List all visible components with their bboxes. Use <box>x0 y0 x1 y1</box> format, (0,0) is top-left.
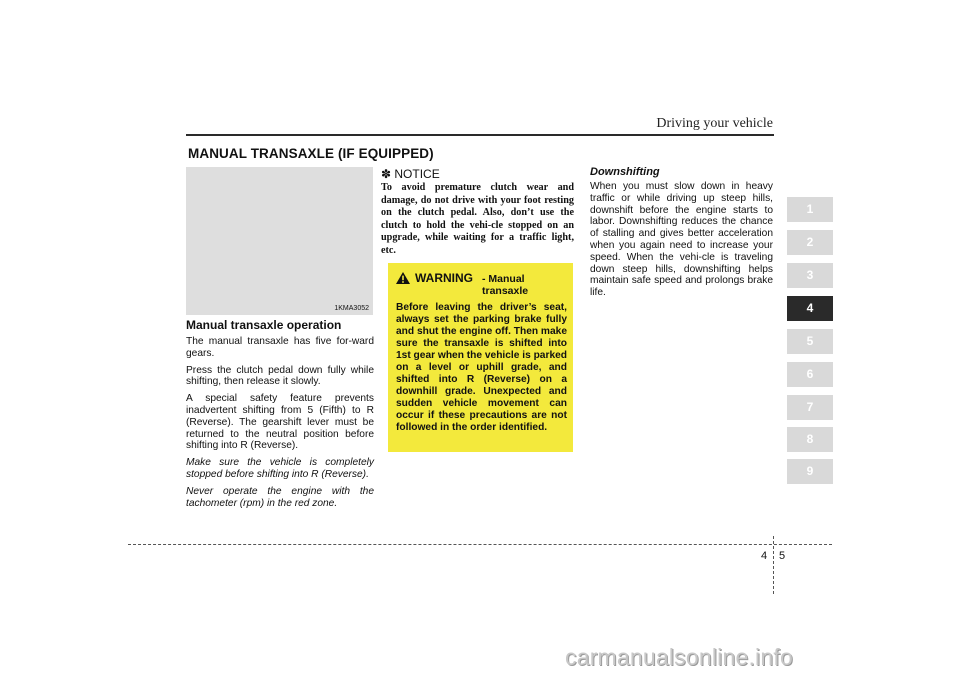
chapter-tab-7[interactable]: 7 <box>787 395 833 420</box>
paragraph: The manual transaxle has five for-ward gears. <box>186 336 374 359</box>
paragraph: A special safety feature prevents inadvertent shifting from 5 (Fifth) to R (Reverse). The gearshift lever must be returned to the neutral position before shifting into R (Reverse). <box>186 393 374 452</box>
header-title: Driving your vehicle <box>656 116 773 131</box>
warning-box <box>388 263 573 452</box>
caution-paragraph: Never operate the engine with the tachometer (rpm) in the red zone. <box>186 485 374 509</box>
caution-paragraph: Make sure the vehicle is completely stopped before shifting into R (Reverse). <box>186 457 374 480</box>
paragraph: Press the clutch pedal down fully while shifting, then release it slowly. <box>186 364 374 388</box>
warning-body: Before leaving the driver’s seat, always set the parking brake fully and shut the engine off. Then make sure the transaxle is shifted into 1st gear when the vehicle is parked on a level or uphill grade, and shifted into R (Reverse) on a downhill grade. Unexpected and sudden vehicle movement can occur if these precautions are not followed in the order identified. <box>396 302 567 433</box>
section-title: MANUAL TRANSAXLE (IF EQUIPPED) <box>188 146 434 161</box>
header-rule <box>186 134 774 136</box>
chapter-tab-3[interactable]: 3 <box>787 263 833 288</box>
figure-image <box>186 167 373 315</box>
downshifting-heading: Downshifting <box>590 166 660 178</box>
warning-subtitle: - Manual transaxle <box>482 273 529 297</box>
page-number: 5 <box>779 550 786 562</box>
warning-title: WARNING <box>415 271 473 285</box>
notice-body: To avoid premature clutch wear and damage, do not drive with your foot resting on the clutch pedal. Also, don’t use the clutch to hold the vehi-cle stopped on an upgrade, while waiting for a traffic light, etc. <box>381 182 574 256</box>
notice-heading: ✽ NOTICE <box>381 167 440 181</box>
footer-rule <box>128 544 832 545</box>
page-chapter-number: 4 <box>761 550 768 562</box>
manual-transaxle-operation-heading: Manual transaxle operation <box>186 318 342 332</box>
watermark[interactable]: carmanualsonline.info <box>565 644 793 670</box>
chapter-tab-6[interactable]: 6 <box>787 362 833 387</box>
warning-triangle-icon <box>396 272 410 284</box>
chapter-tab-1[interactable]: 1 <box>787 197 833 222</box>
chapter-tab-5[interactable]: 5 <box>787 329 833 354</box>
chapter-tab-8[interactable]: 8 <box>787 427 833 452</box>
downshifting-body: When you must slow down in heavy traffic or while driving up steep hills, downshift before the engine starts to labor. Downshifting reduces the chance of stalling and gives better acceleration when you again need to increase your speed. When the vehi-cle is traveling down steep hills, downshifting helps maintain safe speed and prolongs brake life. <box>590 181 773 299</box>
manual-transaxle-operation-body <box>186 336 374 514</box>
footer-divider <box>773 536 774 594</box>
chapter-tab-4[interactable]: 4 <box>787 296 833 321</box>
figure-image-id: 1KMA3052 <box>334 305 369 312</box>
chapter-tab-9[interactable]: 9 <box>787 459 833 484</box>
chapter-tab-2[interactable]: 2 <box>787 230 833 255</box>
